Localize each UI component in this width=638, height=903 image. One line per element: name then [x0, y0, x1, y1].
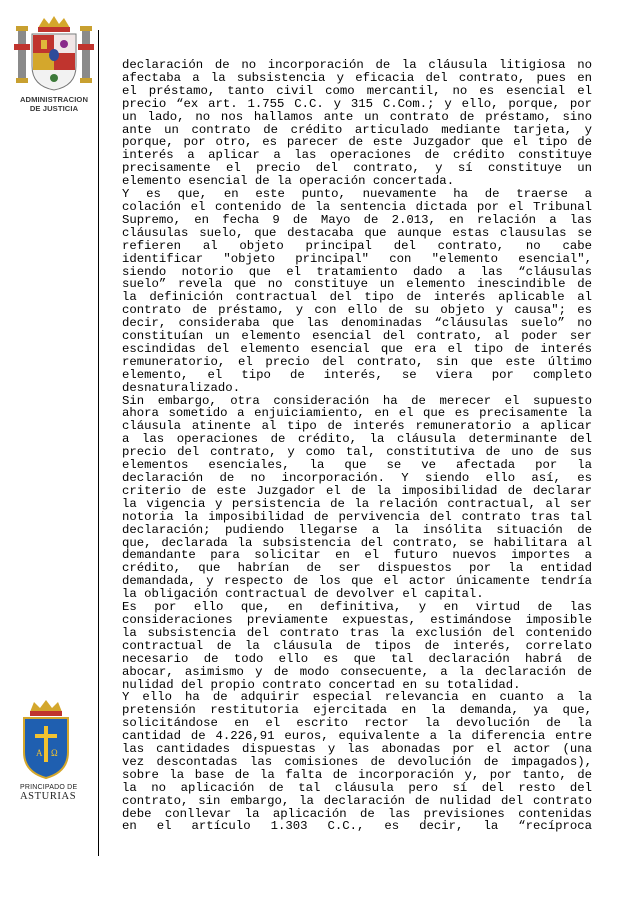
text-line: cantidad de 4.226,91 euros, equivalente a la diferencia entre	[122, 729, 592, 744]
text-line: contractual de la cláusula de tipos de interés, correlato	[122, 638, 592, 653]
text-line: sobre la base de la falta de incorporación y, por tanto, de	[122, 767, 592, 782]
svg-text:Ω: Ω	[51, 748, 58, 758]
text-line: las cantidades dispuestas y las abonadas por el actor (una	[122, 742, 592, 757]
text-line: la definición contractual del tipo de interés aplicable al	[122, 290, 592, 305]
text-line: colación el contenido de la sentencia dictada por el Tribunal	[122, 199, 592, 214]
text-line: identificar "objeto principal" con "elemento esencial",	[122, 251, 592, 266]
text-line: debe conllevar la aplicación de las previsiones contenidas	[122, 806, 592, 821]
spanish-coat-of-arms-icon	[14, 14, 94, 94]
text-line: crédito, que habrían de ser dispuestos por la entidad	[122, 561, 592, 576]
header-logo-label-line2: DE JUSTICIA	[29, 103, 79, 113]
text-line: a las operaciones de crédito, la cláusula determinante del	[122, 432, 592, 447]
text-line: constituían un elemento esencial del contrato, al poder ser	[122, 329, 592, 344]
text-line: un lado, no nos hallamos ante un contrato de préstamo, sino	[122, 109, 592, 124]
text-line: Y es que, en este punto, nuevamente ha de traerse a	[122, 187, 592, 202]
text-line: demandante para solicitar en el futuro nuevos importes a	[122, 548, 592, 563]
footer-logo	[20, 700, 94, 820]
text-line: vez descontadas las comisiones de devolución de impagados),	[122, 754, 592, 769]
footer-logo-label-line1: PRINCIPADO DE	[20, 784, 78, 791]
text-line: criterio de este Juzgador el de la imposibilidad de declarar	[122, 483, 592, 498]
text-line: Y ello ha de adquirir especial relevancia en cuanto a la	[122, 690, 592, 705]
text-line: notoria la imposibilidad de pervivencia del contrato tras tal	[122, 509, 592, 524]
svg-text:A: A	[36, 748, 43, 758]
text-line: contrato, sin embargo, la declaración de nulidad del contrato	[122, 793, 592, 808]
text-line: declaración de no incorporación. Y siendo ello así, es	[122, 471, 592, 485]
text-line: el préstamo, tanto civil como mercantil, no es esencial el	[122, 83, 592, 98]
text-line: decir, consideraba que las denominadas “cláusulas suelo” no	[122, 316, 592, 331]
text-line: la vigencia y persistencia de la relación contractual, al ser	[122, 496, 592, 511]
text-line: Sin embargo, otra consideración ha de merecer el supuesto	[122, 393, 592, 408]
text-line: demandada, y respecto de los que el actor únicamente tendría	[122, 574, 592, 589]
text-line: elementos esenciales, la que se ve afectada por la	[122, 458, 592, 473]
text-line: la no aplicación de tal cláusula pero sí del resto del	[122, 780, 592, 795]
text-line: porque, por otro, es parecer de este Juzgador que el tipo de	[122, 135, 592, 150]
document-body	[122, 59, 592, 833]
text-line: pretensión restitutoria ejercitada en la demanda, ya que,	[122, 703, 592, 718]
text-line: suelo” revela que no constituye un elemento inescindible de	[122, 277, 592, 292]
text-line: declaración de no incorporación de la cláusula litigiosa no	[122, 58, 592, 72]
header-logo	[14, 14, 94, 114]
asturias-coat-of-arms-icon	[20, 700, 72, 780]
text-line: necesario de todo ello es que tal declaración habrá de	[122, 651, 592, 666]
text-line: interés a aplicar a las operaciones de crédito constituye	[122, 148, 592, 163]
text-line: precio del contrato, y como tal, constitutiva de uno de sus	[122, 445, 592, 460]
text-line: que, declarada la subsistencia del contrato, se habilitara al	[122, 535, 592, 550]
text-line: en el artículo 1.303 C.C., es decir, la “recíproca	[122, 819, 592, 834]
text-line: consideraciones previamente expuestas, estimándose imposible	[122, 612, 592, 627]
header-logo-label-line1: ADMINISTRACION	[19, 95, 89, 104]
text-line: elemento esencial de la operación concertada.	[122, 174, 455, 189]
text-line: afectaba a la subsistencia y eficacia del contrato, pues en	[122, 70, 592, 85]
footer-logo-label-line2: ASTURIAS	[20, 791, 77, 802]
text-line: precio “ex art. 1.755 C.C. y 315 C.Com.; y ello, porque, por	[122, 96, 592, 111]
text-line: ahora sometido a enjuiciamiento, en el que es precisamente la	[122, 406, 592, 421]
text-line: declaración; pudiendo llegarse a la insólita situación de	[122, 522, 592, 537]
text-line: Supremo, en fecha 9 de Mayo de 2.013, en relación a las	[122, 212, 592, 227]
text-line: cláusulas suelo, que destacaba que aunque estas clausulas se	[122, 225, 592, 240]
text-line: la obligación contractual de devolver el capital.	[122, 587, 484, 602]
text-line: nulidad del propio contrato concertad en su totalidad.	[122, 677, 521, 692]
text-line: Es por ello que, en definitiva, y en virtud de las	[122, 600, 592, 615]
text-line: elemento, el tipo de interés, se viera por completo	[122, 367, 592, 382]
text-line: abocar, asimismo y de modo consecuente, a la declaración de	[122, 664, 592, 679]
text-line: escindidas del elemento esencial que era el tipo de interés	[122, 341, 592, 356]
text-line: precisamente el precio del contrato, y sí constituye un	[122, 161, 592, 176]
text-line: ante un contrato de crédito articulado mediante tarjeta, y	[122, 122, 592, 137]
text-line: desnaturalizado.	[122, 380, 241, 395]
margin-rule	[98, 30, 99, 856]
text-line: solicitándose en el escrito rector la devolución de la	[122, 716, 592, 731]
text-line: cláusula atinente al tipo de interés remuneratorio a aplicar	[122, 419, 592, 434]
text-line: la subsistencia del contrato tras la exclusión del contenido	[122, 625, 592, 640]
header-logo-label	[14, 96, 94, 113]
text-line: remuneratorio, el precio del contrato, sin que este último	[122, 354, 592, 369]
text-line: siendo notorio que el tratamiento dado a las “cláusulas	[122, 264, 592, 279]
text-line: refieren al objeto principal del contrato, no cabe	[122, 238, 592, 253]
text-line: contrato de préstamo, y con ello de su objeto y causa"; es	[122, 303, 592, 318]
